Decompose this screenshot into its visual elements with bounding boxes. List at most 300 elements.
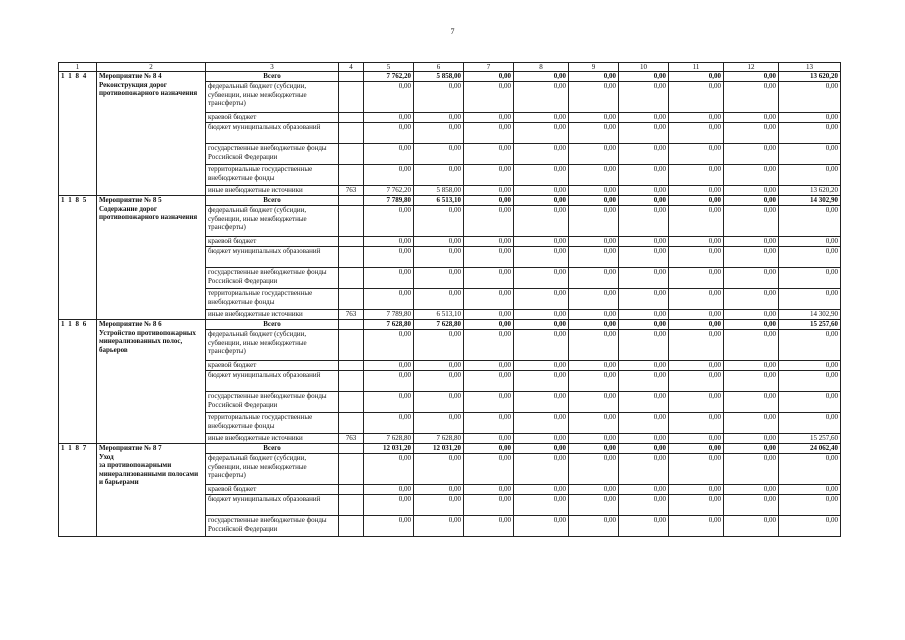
grbs-code <box>339 392 364 413</box>
total-value: 0,00 <box>779 330 841 361</box>
year-value: 0,00 <box>464 206 514 237</box>
year-value: 0,00 <box>569 206 619 237</box>
year-value: 0,00 <box>514 392 569 413</box>
year-value: 0,00 <box>514 268 569 289</box>
total-value: 0,00 <box>779 206 841 237</box>
year-value: 0,00 <box>724 247 779 268</box>
year-value: 7 789,80 <box>364 310 414 320</box>
total-value: 15 257,60 <box>779 320 841 330</box>
year-value: 0,00 <box>414 454 464 485</box>
year-value: 0,00 <box>619 268 669 289</box>
year-value: 0,00 <box>569 361 619 371</box>
column-header: 2 <box>97 63 206 72</box>
year-value: 5 858,00 <box>414 186 464 196</box>
year-value: 5 858,00 <box>414 72 464 82</box>
year-value: 0,00 <box>724 361 779 371</box>
year-value: 0,00 <box>569 444 619 454</box>
year-value: 0,00 <box>464 516 514 537</box>
event-title: Мероприятие № 8 5 Содержание дорог противопожарного назначения <box>97 196 206 320</box>
year-value: 0,00 <box>669 144 724 165</box>
total-value: 15 257,60 <box>779 434 841 444</box>
year-value: 0,00 <box>364 392 414 413</box>
column-header: 10 <box>619 63 669 72</box>
column-header: 9 <box>569 63 619 72</box>
year-value: 0,00 <box>669 434 724 444</box>
year-value: 0,00 <box>669 268 724 289</box>
year-value: 0,00 <box>669 454 724 485</box>
year-value: 0,00 <box>669 495 724 516</box>
year-value: 0,00 <box>414 123 464 144</box>
year-value: 0,00 <box>569 123 619 144</box>
year-value: 0,00 <box>514 495 569 516</box>
year-value: 7 628,80 <box>414 320 464 330</box>
year-value: 0,00 <box>514 206 569 237</box>
page-number: 7 <box>450 27 455 36</box>
header-row <box>59 63 841 72</box>
total-value: 0,00 <box>779 113 841 123</box>
year-value: 0,00 <box>569 495 619 516</box>
year-value: 0,00 <box>724 113 779 123</box>
year-value: 0,00 <box>619 237 669 247</box>
grbs-code <box>339 165 364 186</box>
table-body <box>59 72 841 537</box>
event-code: 1 1 8 6 <box>59 320 97 444</box>
year-value: 0,00 <box>414 268 464 289</box>
year-value: 0,00 <box>464 289 514 310</box>
year-value: 0,00 <box>669 516 724 537</box>
grbs-code <box>339 268 364 289</box>
total-value: 13 620,20 <box>779 72 841 82</box>
year-value: 0,00 <box>569 330 619 361</box>
year-value: 0,00 <box>514 165 569 186</box>
grbs-code <box>339 330 364 361</box>
year-value: 0,00 <box>619 516 669 537</box>
year-value: 0,00 <box>414 82 464 113</box>
year-value: 0,00 <box>724 82 779 113</box>
year-value: 0,00 <box>724 485 779 495</box>
year-value: 0,00 <box>414 371 464 392</box>
year-value: 7 628,80 <box>364 320 414 330</box>
year-value: 0,00 <box>514 320 569 330</box>
total-value: 24 062,40 <box>779 444 841 454</box>
year-value: 0,00 <box>569 268 619 289</box>
grbs-code <box>339 289 364 310</box>
year-value: 0,00 <box>364 361 414 371</box>
year-value: 0,00 <box>364 454 414 485</box>
year-value: 0,00 <box>669 247 724 268</box>
year-value: 0,00 <box>464 413 514 434</box>
year-value: 0,00 <box>514 330 569 361</box>
year-value: 0,00 <box>569 165 619 186</box>
year-value: 0,00 <box>619 196 669 206</box>
year-value: 0,00 <box>724 289 779 310</box>
year-value: 0,00 <box>724 413 779 434</box>
total-value: 14 302,90 <box>779 310 841 320</box>
year-value: 0,00 <box>364 206 414 237</box>
grbs-code <box>339 123 364 144</box>
funding-source: иные внебюджетные источники <box>206 310 339 320</box>
grbs-code <box>339 454 364 485</box>
year-value: 0,00 <box>724 434 779 444</box>
funding-source: федеральный бюджет (субсидии, субвенции, иные межбюджетные трансферты) <box>206 206 339 237</box>
year-value: 0,00 <box>569 434 619 444</box>
year-value: 0,00 <box>669 320 724 330</box>
year-value: 0,00 <box>464 392 514 413</box>
year-value: 12 031,20 <box>364 444 414 454</box>
year-value: 0,00 <box>569 113 619 123</box>
funding-source: краевой бюджет <box>206 113 339 123</box>
year-value: 0,00 <box>724 516 779 537</box>
total-value: 0,00 <box>779 495 841 516</box>
event-code: 1 1 8 4 <box>59 72 97 196</box>
year-value: 0,00 <box>414 289 464 310</box>
year-value: 0,00 <box>569 454 619 485</box>
year-value: 0,00 <box>669 485 724 495</box>
funding-source: территориальные государственные внебюджетные фонды <box>206 165 339 186</box>
year-value: 0,00 <box>514 516 569 537</box>
grbs-code <box>339 371 364 392</box>
year-value: 0,00 <box>669 330 724 361</box>
total-value: 0,00 <box>779 268 841 289</box>
year-value: 0,00 <box>364 289 414 310</box>
year-value: 0,00 <box>724 206 779 237</box>
funding-source: Всего <box>206 320 339 330</box>
funding-source: государственные внебюджетные фонды Российской Федерации <box>206 144 339 165</box>
year-value: 0,00 <box>619 361 669 371</box>
funding-source: федеральный бюджет (субсидии, субвенции, иные межбюджетные трансферты) <box>206 330 339 361</box>
year-value: 0,00 <box>514 123 569 144</box>
year-value: 0,00 <box>464 444 514 454</box>
year-value: 0,00 <box>514 247 569 268</box>
year-value: 0,00 <box>619 123 669 144</box>
year-value: 0,00 <box>619 330 669 361</box>
year-value: 0,00 <box>724 123 779 144</box>
funding-source: краевой бюджет <box>206 485 339 495</box>
year-value: 0,00 <box>464 495 514 516</box>
year-value: 0,00 <box>364 82 414 113</box>
year-value: 0,00 <box>669 310 724 320</box>
year-value: 0,00 <box>669 392 724 413</box>
year-value: 0,00 <box>464 72 514 82</box>
year-value: 0,00 <box>669 72 724 82</box>
year-value: 0,00 <box>619 392 669 413</box>
funding-source: федеральный бюджет (субсидии, субвенции, иные межбюджетные трансферты) <box>206 454 339 485</box>
funding-source: краевой бюджет <box>206 237 339 247</box>
grbs-code <box>339 485 364 495</box>
year-value: 0,00 <box>619 113 669 123</box>
year-value: 0,00 <box>669 413 724 434</box>
year-value: 0,00 <box>514 444 569 454</box>
grbs-code: 763 <box>339 310 364 320</box>
column-header: 8 <box>514 63 569 72</box>
year-value: 0,00 <box>464 320 514 330</box>
year-value: 0,00 <box>569 320 619 330</box>
year-value: 0,00 <box>619 495 669 516</box>
year-value: 0,00 <box>364 165 414 186</box>
column-header: 13 <box>779 63 841 72</box>
year-value: 0,00 <box>464 454 514 485</box>
year-value: 0,00 <box>569 144 619 165</box>
column-header: 7 <box>464 63 514 72</box>
funding-source: Всего <box>206 444 339 454</box>
year-value: 0,00 <box>619 434 669 444</box>
grbs-code <box>339 444 364 454</box>
grbs-code <box>339 413 364 434</box>
year-value: 0,00 <box>514 186 569 196</box>
year-value: 0,00 <box>569 289 619 310</box>
year-value: 0,00 <box>619 289 669 310</box>
year-value: 0,00 <box>464 186 514 196</box>
budget-table <box>58 62 841 537</box>
year-value: 0,00 <box>724 237 779 247</box>
year-value: 0,00 <box>669 237 724 247</box>
total-value: 13 620,20 <box>779 186 841 196</box>
year-value: 0,00 <box>414 237 464 247</box>
year-value: 0,00 <box>514 371 569 392</box>
total-value: 0,00 <box>779 247 841 268</box>
year-value: 0,00 <box>619 320 669 330</box>
total-value: 0,00 <box>779 123 841 144</box>
year-value: 0,00 <box>364 247 414 268</box>
total-row <box>59 320 841 330</box>
year-value: 6 513,10 <box>414 310 464 320</box>
grbs-code <box>339 72 364 82</box>
year-value: 0,00 <box>619 72 669 82</box>
total-row <box>59 444 841 454</box>
year-value: 0,00 <box>414 113 464 123</box>
year-value: 0,00 <box>724 268 779 289</box>
total-row <box>59 196 841 206</box>
year-value: 0,00 <box>514 434 569 444</box>
grbs-code: 763 <box>339 186 364 196</box>
total-value: 0,00 <box>779 289 841 310</box>
year-value: 0,00 <box>514 361 569 371</box>
year-value: 0,00 <box>724 495 779 516</box>
year-value: 0,00 <box>669 165 724 186</box>
grbs-code <box>339 516 364 537</box>
column-header: 1 <box>59 63 97 72</box>
year-value: 0,00 <box>724 454 779 485</box>
year-value: 0,00 <box>464 82 514 113</box>
funding-source: иные внебюджетные источники <box>206 186 339 196</box>
year-value: 0,00 <box>669 206 724 237</box>
year-value: 0,00 <box>669 289 724 310</box>
year-value: 0,00 <box>464 237 514 247</box>
year-value: 0,00 <box>364 516 414 537</box>
year-value: 0,00 <box>514 413 569 434</box>
funding-source: государственные внебюджетные фонды Российской Федерации <box>206 392 339 413</box>
year-value: 0,00 <box>364 144 414 165</box>
grbs-code <box>339 247 364 268</box>
year-value: 0,00 <box>724 310 779 320</box>
grbs-code <box>339 320 364 330</box>
grbs-code: 763 <box>339 434 364 444</box>
column-header: 6 <box>414 63 464 72</box>
year-value: 0,00 <box>669 82 724 113</box>
event-title: Мероприятие № 8 4 Реконструкция дорог противопожарного назначения <box>97 72 206 196</box>
year-value: 0,00 <box>569 413 619 434</box>
year-value: 0,00 <box>569 371 619 392</box>
year-value: 0,00 <box>364 485 414 495</box>
year-value: 0,00 <box>514 485 569 495</box>
year-value: 0,00 <box>414 413 464 434</box>
total-value: 0,00 <box>779 165 841 186</box>
year-value: 7 628,80 <box>414 434 464 444</box>
year-value: 0,00 <box>619 165 669 186</box>
total-value: 0,00 <box>779 413 841 434</box>
total-value: 0,00 <box>779 361 841 371</box>
year-value: 0,00 <box>464 144 514 165</box>
year-value: 0,00 <box>669 186 724 196</box>
year-value: 0,00 <box>514 113 569 123</box>
year-value: 7 628,80 <box>364 434 414 444</box>
year-value: 0,00 <box>464 165 514 186</box>
year-value: 0,00 <box>619 444 669 454</box>
year-value: 0,00 <box>464 310 514 320</box>
column-header: 3 <box>206 63 339 72</box>
funding-source: Всего <box>206 196 339 206</box>
year-value: 0,00 <box>464 268 514 289</box>
year-value: 0,00 <box>464 113 514 123</box>
year-value: 0,00 <box>569 186 619 196</box>
year-value: 0,00 <box>724 144 779 165</box>
year-value: 7 789,80 <box>364 196 414 206</box>
year-value: 0,00 <box>464 434 514 444</box>
year-value: 0,00 <box>514 82 569 113</box>
year-value: 0,00 <box>364 413 414 434</box>
column-header: 5 <box>364 63 414 72</box>
year-value: 0,00 <box>514 72 569 82</box>
year-value: 0,00 <box>619 454 669 485</box>
event-title: Мероприятие № 8 6 Устройство противопожарных минерализованных полос, барьеров <box>97 320 206 444</box>
grbs-code <box>339 196 364 206</box>
year-value: 0,00 <box>514 237 569 247</box>
funding-source: территориальные государственные внебюджетные фонды <box>206 413 339 434</box>
year-value: 0,00 <box>569 237 619 247</box>
funding-source: бюджет муниципальных образований <box>206 123 339 144</box>
year-value: 0,00 <box>464 485 514 495</box>
year-value: 0,00 <box>414 330 464 361</box>
total-value: 0,00 <box>779 392 841 413</box>
year-value: 0,00 <box>514 196 569 206</box>
grbs-code <box>339 206 364 237</box>
funding-source: иные внебюджетные источники <box>206 434 339 444</box>
year-value: 0,00 <box>724 444 779 454</box>
year-value: 0,00 <box>669 123 724 144</box>
year-value: 0,00 <box>669 196 724 206</box>
total-value: 0,00 <box>779 485 841 495</box>
year-value: 0,00 <box>364 495 414 516</box>
grbs-code <box>339 495 364 516</box>
year-value: 6 513,10 <box>414 196 464 206</box>
grbs-code <box>339 144 364 165</box>
grbs-code <box>339 361 364 371</box>
year-value: 0,00 <box>514 144 569 165</box>
column-header: 4 <box>339 63 364 72</box>
year-value: 0,00 <box>724 186 779 196</box>
event-code: 1 1 8 5 <box>59 196 97 320</box>
event-code: 1 1 8 7 <box>59 444 97 537</box>
funding-source: бюджет муниципальных образований <box>206 247 339 268</box>
total-value: 0,00 <box>779 144 841 165</box>
year-value: 0,00 <box>414 516 464 537</box>
year-value: 0,00 <box>724 371 779 392</box>
year-value: 0,00 <box>669 444 724 454</box>
year-value: 0,00 <box>724 330 779 361</box>
funding-source: территориальные государственные внебюджетные фонды <box>206 289 339 310</box>
year-value: 0,00 <box>364 123 414 144</box>
year-value: 0,00 <box>569 485 619 495</box>
year-value: 0,00 <box>724 165 779 186</box>
year-value: 0,00 <box>669 371 724 392</box>
grbs-code <box>339 113 364 123</box>
funding-source: бюджет муниципальных образований <box>206 495 339 516</box>
year-value: 0,00 <box>619 371 669 392</box>
year-value: 0,00 <box>364 371 414 392</box>
year-value: 0,00 <box>414 206 464 237</box>
year-value: 0,00 <box>669 113 724 123</box>
total-value: 0,00 <box>779 82 841 113</box>
year-value: 0,00 <box>464 371 514 392</box>
total-value: 0,00 <box>779 237 841 247</box>
year-value: 0,00 <box>619 485 669 495</box>
year-value: 0,00 <box>514 310 569 320</box>
year-value: 0,00 <box>414 247 464 268</box>
year-value: 0,00 <box>619 310 669 320</box>
year-value: 12 031,20 <box>414 444 464 454</box>
year-value: 0,00 <box>464 123 514 144</box>
year-value: 0,00 <box>464 330 514 361</box>
year-value: 0,00 <box>724 72 779 82</box>
year-value: 0,00 <box>619 206 669 237</box>
year-value: 0,00 <box>514 289 569 310</box>
funding-source: государственные внебюджетные фонды Российской Федерации <box>206 516 339 537</box>
funding-source: федеральный бюджет (субсидии, субвенции, иные межбюджетные трансферты) <box>206 82 339 113</box>
year-value: 0,00 <box>464 196 514 206</box>
year-value: 0,00 <box>569 310 619 320</box>
event-title: Мероприятие № 8 7 Уход за противопожарными минерализованными полосами и барьерами <box>97 444 206 537</box>
year-value: 7 762,20 <box>364 186 414 196</box>
year-value: 0,00 <box>414 165 464 186</box>
year-value: 0,00 <box>569 196 619 206</box>
year-value: 0,00 <box>724 320 779 330</box>
year-value: 0,00 <box>569 247 619 268</box>
year-value: 0,00 <box>724 196 779 206</box>
column-header: 11 <box>669 63 724 72</box>
year-value: 0,00 <box>724 392 779 413</box>
grbs-code <box>339 237 364 247</box>
year-value: 0,00 <box>669 361 724 371</box>
year-value: 0,00 <box>569 392 619 413</box>
year-value: 0,00 <box>514 454 569 485</box>
year-value: 0,00 <box>464 247 514 268</box>
year-value: 0,00 <box>619 247 669 268</box>
total-value: 14 302,90 <box>779 196 841 206</box>
year-value: 0,00 <box>569 516 619 537</box>
year-value: 0,00 <box>464 361 514 371</box>
year-value: 7 762,20 <box>364 72 414 82</box>
year-value: 0,00 <box>364 268 414 289</box>
total-value: 0,00 <box>779 371 841 392</box>
grbs-code <box>339 82 364 113</box>
year-value: 0,00 <box>364 237 414 247</box>
year-value: 0,00 <box>619 186 669 196</box>
year-value: 0,00 <box>364 330 414 361</box>
funding-source: бюджет муниципальных образований <box>206 371 339 392</box>
year-value: 0,00 <box>414 361 464 371</box>
year-value: 0,00 <box>619 82 669 113</box>
funding-source: Всего <box>206 72 339 82</box>
